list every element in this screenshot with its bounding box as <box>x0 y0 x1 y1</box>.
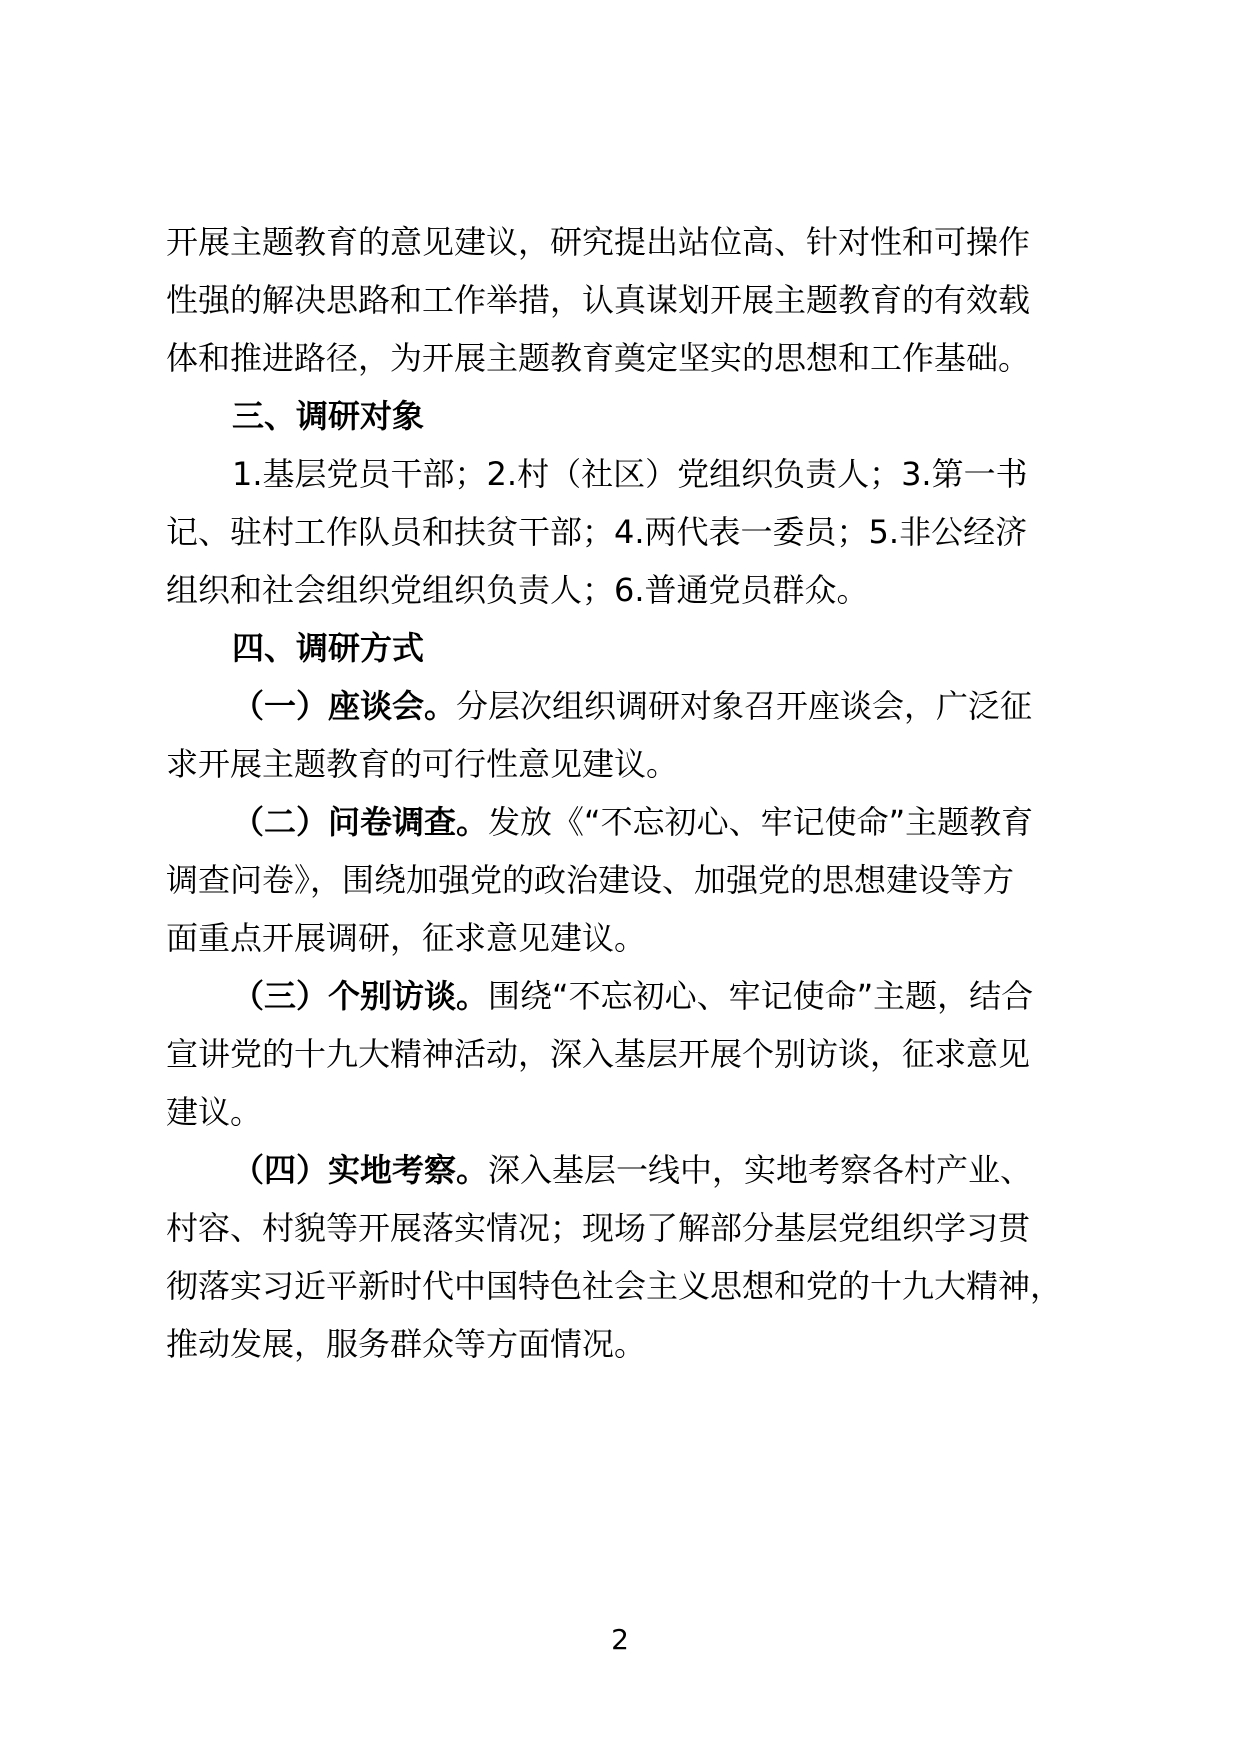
item3-text: 围绕“不忘初心、牢记使命”主题，结合 <box>488 977 1034 1015</box>
item4-line-1 <box>232 1150 1032 1190</box>
item2-label: （二）问卷调查。 <box>232 803 489 841</box>
item3-line-2: 宣讲党的十九大精神活动，深入基层开展个别访谈，征求意见 <box>166 1035 1031 1073</box>
item4-text: 深入基层一线中，实地考察各村产业、 <box>488 1151 1033 1189</box>
item2-line-2: 调查问卷》，围绕加强党的政治建设、加强党的思想建设等方 <box>166 861 1015 899</box>
item3-label: （三）个别访谈。 <box>232 977 489 1015</box>
section3-line-2: 记、驻村工作队员和扶贫干部；4.两代表一委员；5.非公经济 <box>166 513 1028 551</box>
item1-text: 分层次组织调研对象召开座谈会，广泛征 <box>456 687 1033 725</box>
item3-line-1 <box>232 976 1033 1016</box>
item2-text: 发放《“不忘初心、牢记使命”主题教育 <box>488 803 1034 841</box>
section3-heading: 三、调研对象 <box>232 397 425 435</box>
section4-heading: 四、调研方式 <box>232 629 425 667</box>
page-number: 2 <box>611 1623 629 1656</box>
item2-line-3: 面重点开展调研，征求意见建议。 <box>166 919 647 957</box>
item1-label: （一）座谈会。 <box>232 687 457 725</box>
item4-label: （四）实地考察。 <box>232 1151 489 1189</box>
item4-line-4: 推动发展，服务群众等方面情况。 <box>166 1325 647 1363</box>
item2-line-1 <box>232 802 1033 842</box>
item4-line-3: 彻落实习近平新时代中国特色社会主义思想和党的十九大精神， <box>166 1267 1063 1305</box>
item1-line-1 <box>232 686 1032 726</box>
section3-line-1: 1.基层党员干部；2.村（社区）党组织负责人；3.第一书 <box>232 455 1028 493</box>
intro-line-3: 体和推进路径，为开展主题教育奠定坚实的思想和工作基础。 <box>166 339 1031 377</box>
item4-line-2: 村容、村貌等开展落实情况；现场了解部分基层党组织学习贯 <box>166 1209 1031 1247</box>
item1-line-2: 求开展主题教育的可行性意见建议。 <box>166 745 679 783</box>
intro-line-1: 开展主题教育的意见建议，研究提出站位高、针对性和可操作 <box>166 223 1031 261</box>
intro-line-2: 性强的解决思路和工作举措，认真谋划开展主题教育的有效载 <box>166 281 1031 319</box>
section3-line-3: 组织和社会组织党组织负责人；6.普通党员群众。 <box>166 571 869 609</box>
item3-line-3: 建议。 <box>166 1093 263 1131</box>
